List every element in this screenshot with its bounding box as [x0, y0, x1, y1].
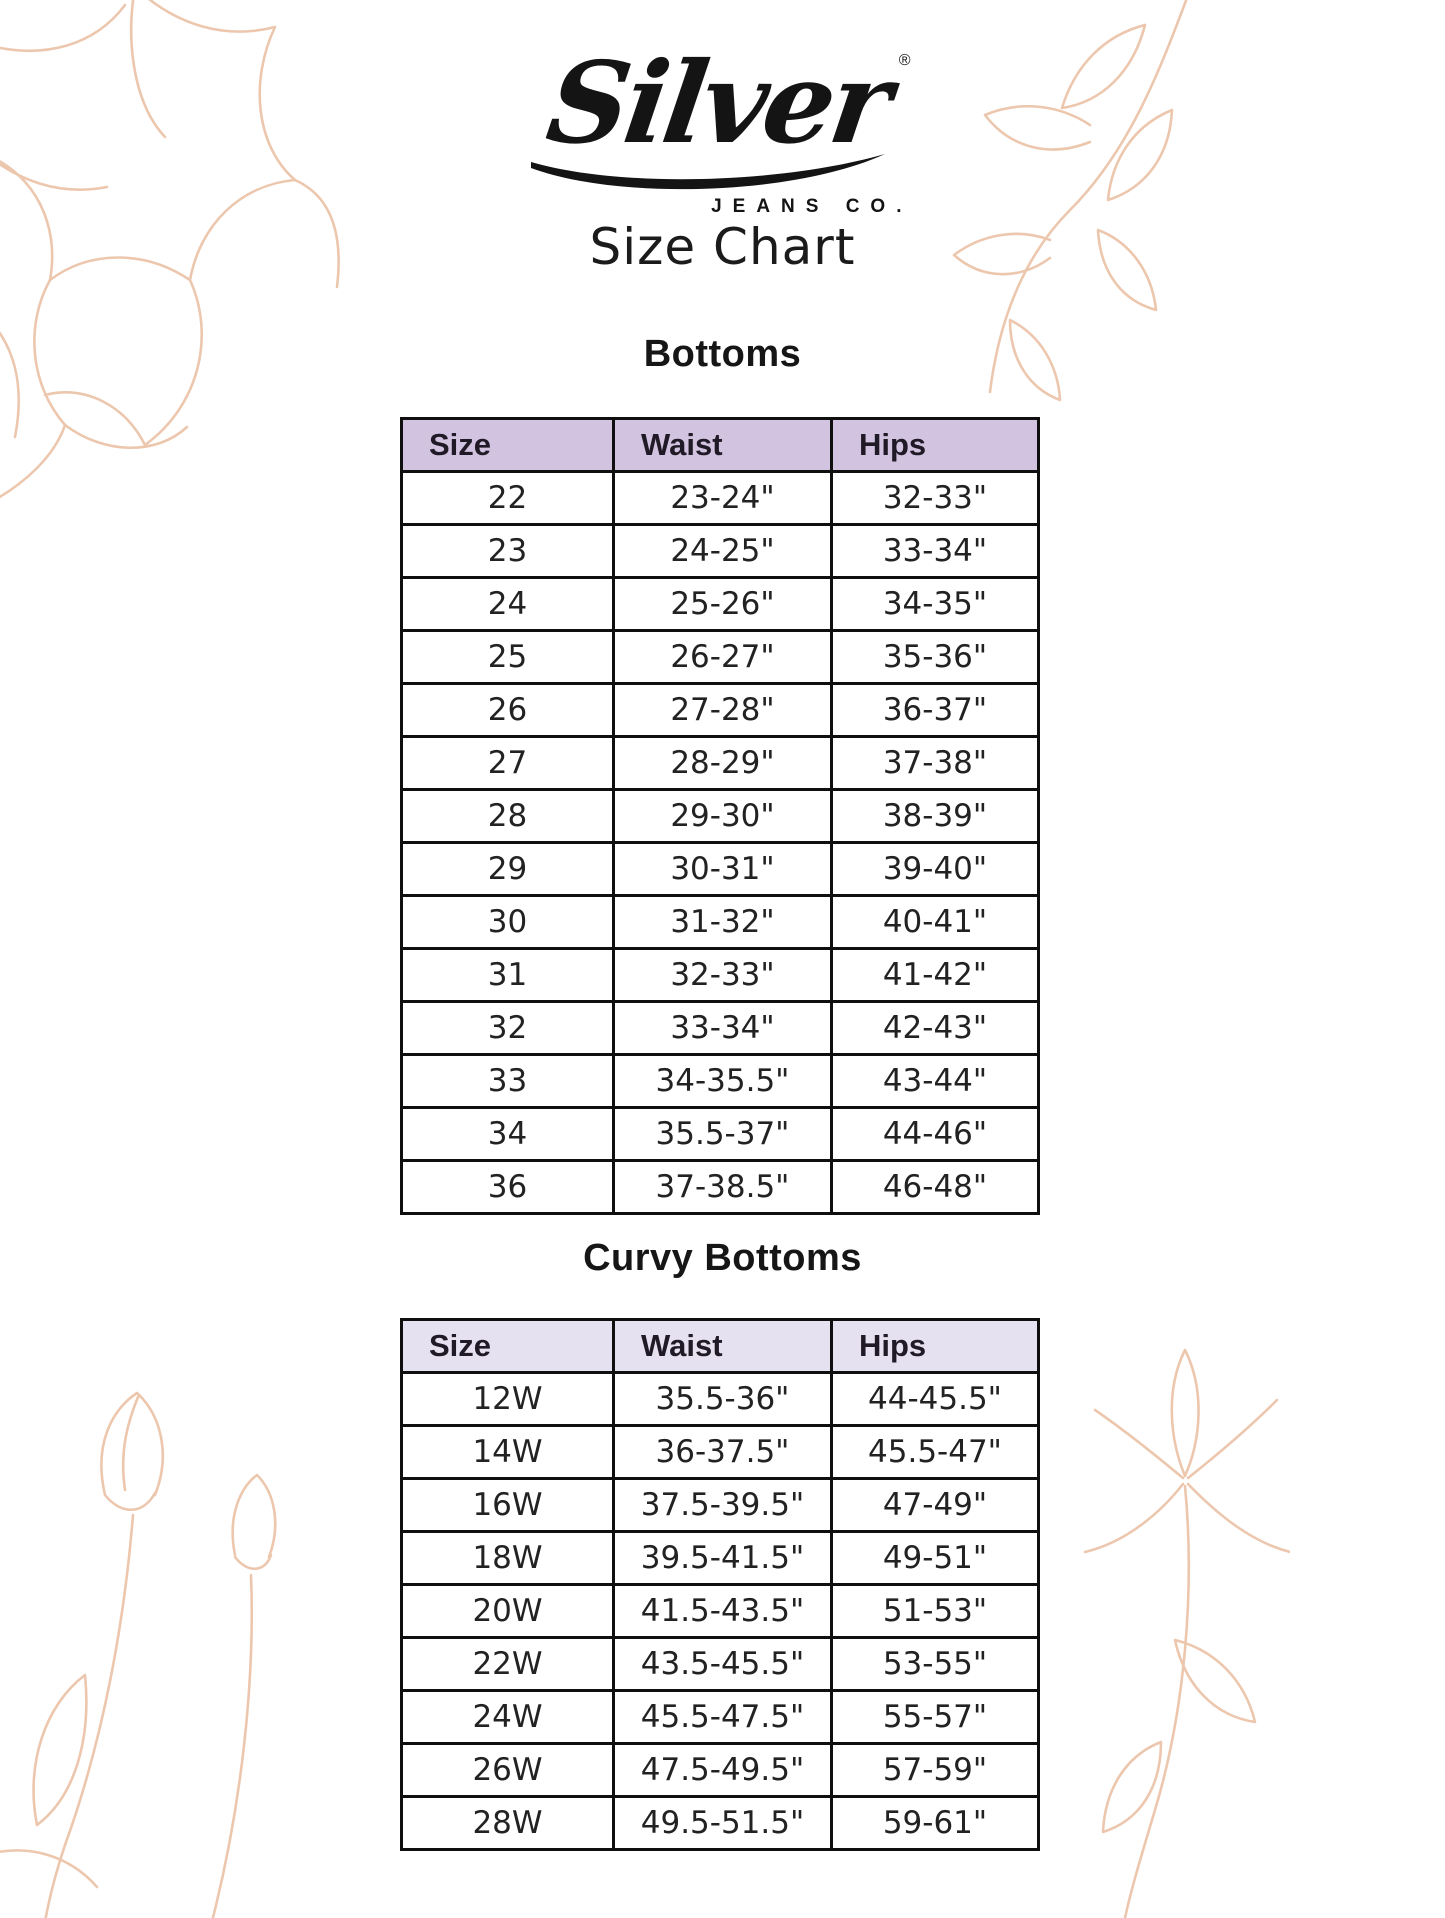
waist-cell: 45.5-47.5"	[614, 1691, 832, 1744]
waist-cell: 32-33"	[614, 949, 832, 1002]
size-cell: 29	[402, 843, 614, 896]
size-cell: 33	[402, 1055, 614, 1108]
waist-cell: 24-25"	[614, 525, 832, 578]
waist-cell: 36-37.5"	[614, 1426, 832, 1479]
table-row	[402, 525, 1039, 578]
size-cell: 23	[402, 525, 614, 578]
floral-decoration-bottom-right	[1035, 1290, 1290, 1918]
size-cell: 34	[402, 1108, 614, 1161]
curvy-bottoms-size-table	[400, 1318, 1040, 1851]
hips-cell: 41-42"	[832, 949, 1039, 1002]
hips-cell: 53-55"	[832, 1638, 1039, 1691]
size-cell: 36	[402, 1161, 614, 1214]
size-cell: 25	[402, 631, 614, 684]
size-cell: 18W	[402, 1532, 614, 1585]
table-row	[402, 1426, 1039, 1479]
hips-cell: 51-53"	[832, 1585, 1039, 1638]
curvy-bottoms-table-body	[402, 1373, 1039, 1850]
size-cell: 28	[402, 790, 614, 843]
hips-cell: 36-37"	[832, 684, 1039, 737]
size-cell: 24W	[402, 1691, 614, 1744]
column-header-hips: Hips	[832, 1320, 1039, 1373]
table-row	[402, 737, 1039, 790]
table-row	[402, 1479, 1039, 1532]
waist-cell: 39.5-41.5"	[614, 1532, 832, 1585]
hips-cell: 55-57"	[832, 1691, 1039, 1744]
section-title-bottoms: Bottoms	[643, 333, 802, 375]
size-cell: 27	[402, 737, 614, 790]
hips-cell: 45.5-47"	[832, 1426, 1039, 1479]
size-cell: 26W	[402, 1744, 614, 1797]
size-cell: 22	[402, 472, 614, 525]
column-header-hips: Hips	[832, 419, 1039, 472]
table-row	[402, 1055, 1039, 1108]
table-row	[402, 1373, 1039, 1426]
hips-cell: 43-44"	[832, 1055, 1039, 1108]
table-row	[402, 684, 1039, 737]
waist-cell: 37-38.5"	[614, 1161, 832, 1214]
bottoms-table-header	[402, 419, 1039, 472]
size-cell: 22W	[402, 1638, 614, 1691]
table-row	[402, 949, 1039, 1002]
table-row	[402, 1691, 1039, 1744]
size-cell: 16W	[402, 1479, 614, 1532]
brand-logo-script: Silver	[539, 38, 896, 169]
floral-decoration-bottom-left	[0, 1375, 325, 1918]
column-header-size: Size	[402, 419, 614, 472]
table-row	[402, 1797, 1039, 1850]
waist-cell: 43.5-45.5"	[614, 1638, 832, 1691]
waist-cell: 30-31"	[614, 843, 832, 896]
size-cell: 14W	[402, 1426, 614, 1479]
table-row	[402, 790, 1039, 843]
hips-cell: 57-59"	[832, 1744, 1039, 1797]
hips-cell: 34-35"	[832, 578, 1039, 631]
waist-cell: 34-35.5"	[614, 1055, 832, 1108]
size-cell: 32	[402, 1002, 614, 1055]
hips-cell: 47-49"	[832, 1479, 1039, 1532]
hips-cell: 35-36"	[832, 631, 1039, 684]
table-row	[402, 1532, 1039, 1585]
hips-cell: 32-33"	[832, 472, 1039, 525]
hips-cell: 39-40"	[832, 843, 1039, 896]
waist-cell: 29-30"	[614, 790, 832, 843]
waist-cell: 33-34"	[614, 1002, 832, 1055]
table-row	[402, 631, 1039, 684]
section-title-curvy-bottoms: Curvy Bottoms	[583, 1237, 862, 1279]
table-row	[402, 1108, 1039, 1161]
logo-swoosh-underline	[525, 150, 895, 194]
waist-cell: 47.5-49.5"	[614, 1744, 832, 1797]
waist-cell: 35.5-36"	[614, 1373, 832, 1426]
hips-cell: 44-46"	[832, 1108, 1039, 1161]
bottoms-size-table	[400, 417, 1040, 1215]
table-row	[402, 472, 1039, 525]
hips-cell: 59-61"	[832, 1797, 1039, 1850]
column-header-waist: Waist	[614, 1320, 832, 1373]
column-header-size: Size	[402, 1320, 614, 1373]
waist-cell: 41.5-43.5"	[614, 1585, 832, 1638]
hips-cell: 40-41"	[832, 896, 1039, 949]
waist-cell: 28-29"	[614, 737, 832, 790]
hips-cell: 38-39"	[832, 790, 1039, 843]
brand-logo-subtext: JEANS CO.	[711, 196, 913, 217]
header-row	[402, 419, 1039, 472]
table-row	[402, 1585, 1039, 1638]
table-row	[402, 896, 1039, 949]
waist-cell: 26-27"	[614, 631, 832, 684]
table-row	[402, 1161, 1039, 1214]
waist-cell: 49.5-51.5"	[614, 1797, 832, 1850]
size-cell: 24	[402, 578, 614, 631]
table-row	[402, 843, 1039, 896]
hips-cell: 42-43"	[832, 1002, 1039, 1055]
waist-cell: 25-26"	[614, 578, 832, 631]
hips-cell: 49-51"	[832, 1532, 1039, 1585]
hips-cell: 33-34"	[832, 525, 1039, 578]
size-cell: 30	[402, 896, 614, 949]
size-cell: 12W	[402, 1373, 614, 1426]
size-cell: 20W	[402, 1585, 614, 1638]
waist-cell: 27-28"	[614, 684, 832, 737]
waist-cell: 23-24"	[614, 472, 832, 525]
table-row	[402, 578, 1039, 631]
size-cell: 26	[402, 684, 614, 737]
size-cell: 31	[402, 949, 614, 1002]
curvy-bottoms-table-header	[402, 1320, 1039, 1373]
waist-cell: 31-32"	[614, 896, 832, 949]
bottoms-table-body	[402, 472, 1039, 1214]
table-row	[402, 1744, 1039, 1797]
registered-trademark-icon: ®	[898, 52, 911, 69]
size-cell: 28W	[402, 1797, 614, 1850]
page-title: Size Chart	[589, 218, 856, 276]
column-header-waist: Waist	[614, 419, 832, 472]
header-row	[402, 1320, 1039, 1373]
brand-logo	[533, 38, 913, 218]
table-row	[402, 1002, 1039, 1055]
hips-cell: 44-45.5"	[832, 1373, 1039, 1426]
waist-cell: 37.5-39.5"	[614, 1479, 832, 1532]
table-row	[402, 1638, 1039, 1691]
hips-cell: 37-38"	[832, 737, 1039, 790]
waist-cell: 35.5-37"	[614, 1108, 832, 1161]
hips-cell: 46-48"	[832, 1161, 1039, 1214]
